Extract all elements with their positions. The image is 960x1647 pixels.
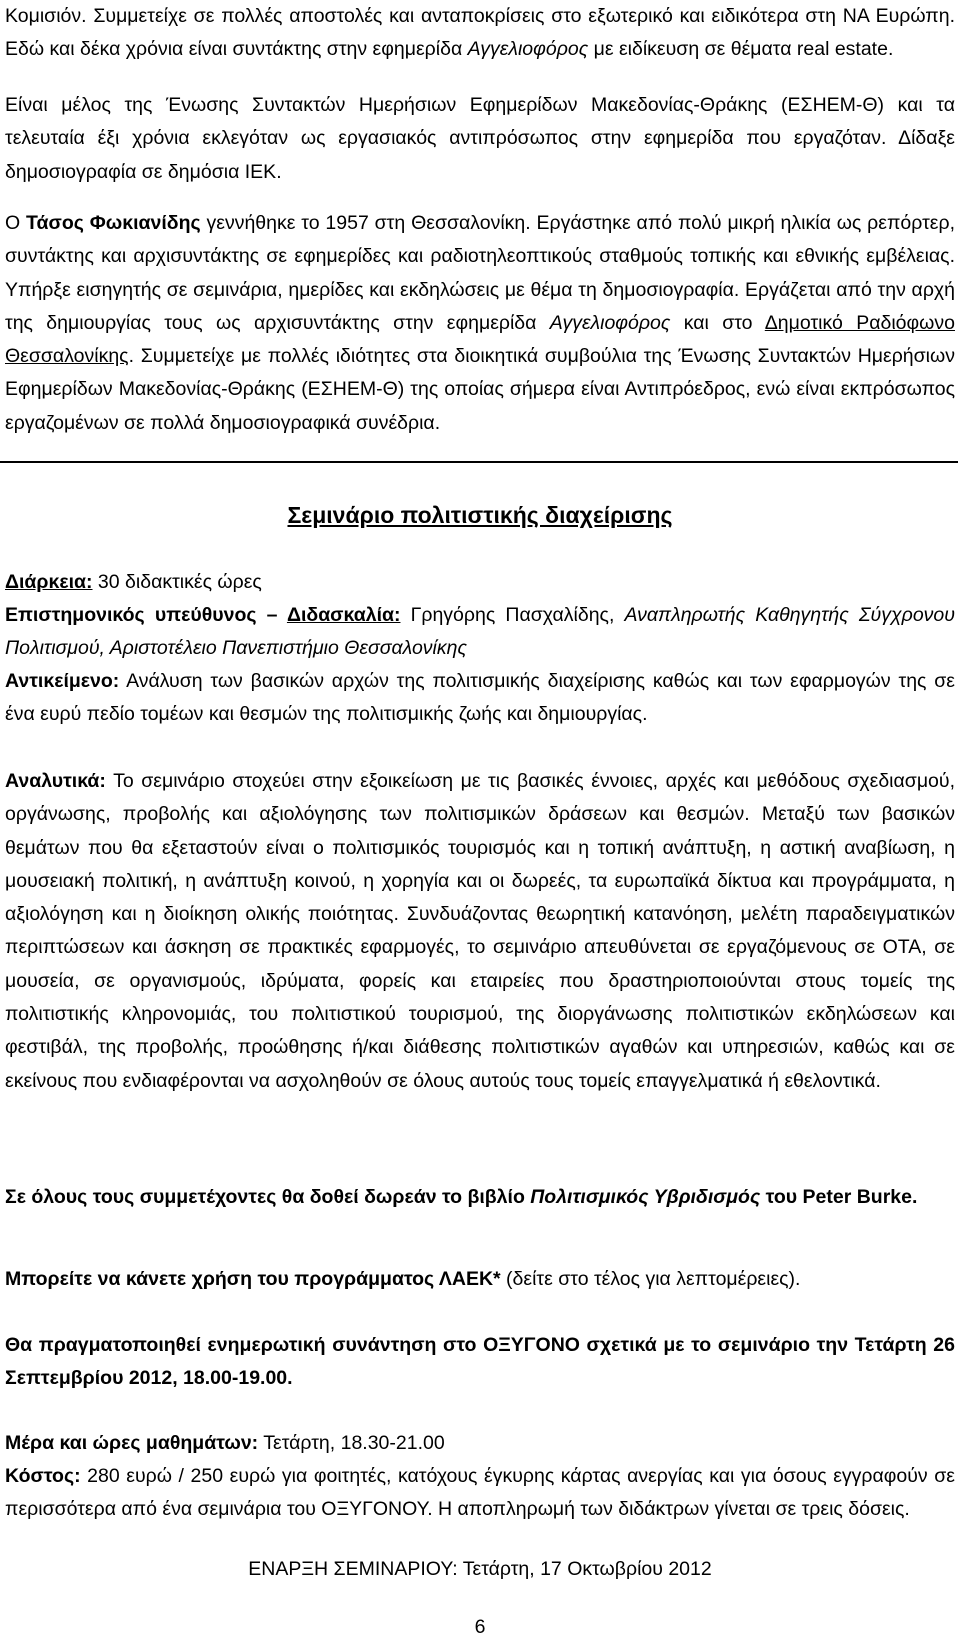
instructor-paragraph <box>5 599 955 666</box>
bio1-text-b: με ειδίκευση σε θέματα real estate. <box>588 38 894 61</box>
laek-bold-text: Μπορείτε να κάνετε χρήση του προγράμματος ΛΑΕΚ* <box>5 1268 501 1290</box>
object-paragraph <box>5 665 955 732</box>
bio2-person-name: Τάσος Φωκιανίδης <box>26 212 201 234</box>
duration-line <box>5 566 955 599</box>
dash: – <box>256 604 287 626</box>
bio1-newspaper: Αγγελιοφόρος <box>467 38 589 61</box>
duration-value: 30 διδακτικές ώρες <box>92 571 262 593</box>
section-divider <box>0 461 958 463</box>
bio-paragraph-3 <box>5 207 955 440</box>
days-line <box>5 1427 955 1460</box>
details-label: Αναλυτικά: <box>5 770 106 792</box>
object-label: Αντικείμενο: <box>5 670 120 692</box>
object-text: Ανάλυση των βασικών αρχών της πολιτισμικής διαχείρισης καθώς και των εφαρμογών της σε ένα ευρύ πεδίο τομέων και θεσμών της πολιτισμικής ζωής και δημιουργίας. <box>5 670 955 726</box>
responsible-label: Επιστημονικός υπεύθυνος <box>5 604 257 626</box>
bio2-radio: Δημοτικό Ραδιόφωνο Θεσσαλονίκης <box>5 311 955 368</box>
page-number: 6 <box>474 1616 486 1638</box>
cost-paragraph <box>5 1460 955 1527</box>
gift-book-title: Πολιτισμικός Υβριδισμός <box>530 1186 761 1208</box>
bio2-text-c: . Συμμετείχε με πολλές ιδιότητες στα διοικητικά συμβούλια της Ένωσης Συντακτών Ημερήσιων Εφημερίδων Μακεδονίας-Θράκης (ΕΣΗΕΜ-Θ) της οποίας σήμερα είναι Αντιπρόεδρος, ενώ είναι εκπρόσωπος εργαζομένων σε πολλά δημοσιογραφικά συνέδρια. <box>5 345 955 434</box>
bio2-intro: Ο <box>5 212 27 234</box>
days-label: Μέρα και ώρες μαθημάτων: <box>5 1432 259 1454</box>
instructor-name: Γρηγόρης Πασχαλίδης, <box>400 604 625 626</box>
cost-label: Κόστος: <box>5 1465 81 1487</box>
gift-paragraph <box>5 1181 955 1214</box>
bio-paragraph-1 <box>5 0 955 67</box>
info-meeting-paragraph <box>5 1329 955 1396</box>
gift-author: του Peter Burke. <box>760 1186 918 1208</box>
gift-text: Σε όλους τους συμμετέχοντες θα δοθεί δωρεάν το βιβλίο <box>5 1186 531 1208</box>
bio1-text-c: Είναι μέλος της Ένωσης Συντακτών Ημερήσιων Εφημερίδων Μακεδονίας-Θράκης (ΕΣΗΕΜ-Θ) και τα τελευταία έξι χρόνια εκλεγόταν ως εργασιακός αντιπρόσωπος στην εφημερίδα που εργαζόταν. Δίδαξε δημοσιογραφία σε δημόσια ΙΕΚ. <box>5 94 955 183</box>
duration-label: Διάρκεια: <box>5 571 93 593</box>
info-meeting-text: Θα πραγματοποιηθεί ενημερωτική συνάντηση στο ΟΞΥΓΟΝΟ σχετικά με το σεμινάριο την Τετάρτη 26 Σεπτεμβρίου 2012, 18.00-19.00. <box>5 1334 955 1390</box>
cost-value: 280 ευρώ / 250 ευρώ για φοιτητές, κατόχους έγκυρης κάρτας ανεργίας και για όσους εγγραφούν σε περισσότερα από ένα σεμινάρια του ΟΞΥΓΟΝΟΥ. Η αποπληρωμή των διδάκτρων γίνεται σε τρεις δόσεις. <box>5 1465 955 1521</box>
details-paragraph <box>5 765 955 1098</box>
laek-paragraph <box>5 1263 955 1296</box>
laek-rest-text: (δείτε στο τέλος για λεπτομέρειες). <box>500 1268 801 1290</box>
days-value: Τετάρτη, 18.30-21.00 <box>258 1432 445 1454</box>
seminar-start: ΕΝΑΡΞΗ ΣΕΜΙΝΑΡΙΟΥ: Τετάρτη, 17 Οκτωβρίου 2012 <box>248 1558 712 1580</box>
bio1-text-a: Κομισιόν. Συμμετείχε σε πολλές αποστολές και ανταποκρίσεις στο εξωτερικό και ειδικότερα στη ΝΑ Ευρώπη. Εδώ και δέκα χρόνια είναι συντάκτης στην εφημερίδα <box>5 5 955 61</box>
bio2-newspaper: Αγγελιοφόρος <box>549 311 671 334</box>
bio-paragraph-2 <box>5 89 955 189</box>
bio2-text-b: και στο <box>670 311 765 334</box>
bio2-text-a: γεννήθηκε το 1957 στη Θεσσαλονίκη. Εργάστηκε από πολύ μικρή ηλικία ως ρεπόρτερ, συντάκτης και αρχισυντάκτης σε εφημερίδες και ραδιοτηλεοπτικούς σταθμούς τοπικής και εθνικής εμβέλειας. Υπήρξε εισηγητής σε σεμινάρια, ημερίδες και εκδηλώσεις με θέμα τη δημοσιογραφία. Εργάζεται από την αρχή της δημιουργίας τους ως αρχισυντάκτης στην εφημερίδα <box>5 212 955 334</box>
teaching-label: Διδασκαλία: <box>286 604 401 626</box>
details-text: Το σεμινάριο στοχεύει στην εξοικείωση με τις βασικές έννοιες, αρχές και μεθόδους σχεδιασμού, οργάνωσης, προβολής και αξιολόγησης των πολιτισμικών δράσεων και θεσμών. Μεταξύ των βασικών θεμάτων που θα εξεταστούν είναι ο πολιτισμικός τουρισμός και η τοπική ανάπτυξη, η αστική αναβίωση, η μουσειακή πολιτική, η ανάπτυξη κοινού, η χορηγία και οι δωρεές, τα ευρωπαϊκά δίκτυα και προγράμματα, η αξιολόγηση και η διοίκηση ολικής ποιότητας. Συνδυάζοντας θεωρητική κατανόηση, μελέτη παραδειγματικών περιπτώσεων και άσκηση σε πρακτικές εφαρμογές, το σεμινάριο απευθύνεται σε εργαζόμενους σε ΟΤΑ, σε μουσεία, σε οργανισμούς, ιδρύματα, φορείς και εταιρείες που δραστηριοποιούνται στους τομείς της πολιτιστικής κληρονομιάς, του πολιτιστικού τουρισμού, της διοργάνωσης πολιτιστικών εκδηλώσεων και φεστιβάλ, της προβολής, προώθησης ή/και διάθεσης πολιτιστικών αγαθών και υπηρεσιών, καθώς και σε εκείνους που ενδιαφέρονται να ασχοληθούν σε όλους αυτούς τους τομείς επαγγελματικά ή εθελοντικά. <box>5 770 955 1092</box>
instructor-title: Αναπληρωτής Καθηγητής Σύγχρονου Πολιτισμού, Αριστοτέλειο Πανεπιστήμιο Θεσσαλονίκης <box>5 604 955 660</box>
seminar-title: Σεμινάριο πολιτιστικής διαχείρισης <box>287 502 673 528</box>
